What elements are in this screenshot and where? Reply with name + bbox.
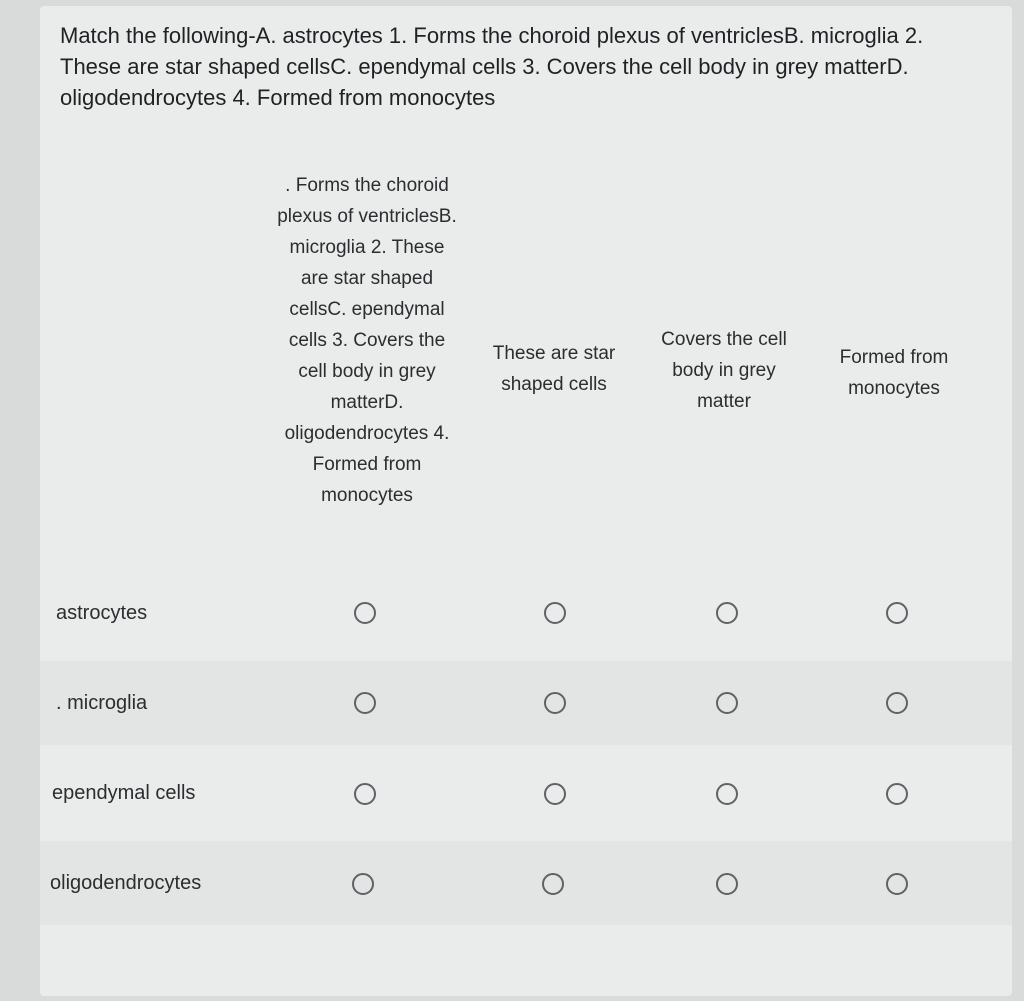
question-card	[40, 6, 1012, 996]
column-header-2: These are star shaped cells	[492, 343, 616, 395]
column-header-3: Covers the cell body in grey matter	[661, 329, 787, 412]
grid-row-astrocytes	[40, 571, 1012, 655]
radio-oligodendrocytes-col2[interactable]	[542, 873, 564, 895]
grid-row-microglia	[40, 661, 1012, 745]
radio-oligodendrocytes-col1[interactable]	[352, 873, 374, 895]
radio-microglia-col3[interactable]	[716, 692, 738, 714]
row-label-microglia: . microglia	[56, 692, 148, 714]
radio-ependymal-col3[interactable]	[716, 783, 738, 805]
row-label-oligodendrocytes: oligodendrocytes	[50, 872, 202, 894]
column-header-4: Formed from monocytes	[839, 347, 949, 399]
radio-ependymal-col1[interactable]	[354, 783, 376, 805]
row-label-ependymal: ependymal cells	[52, 782, 196, 804]
question-text: Match the following-A. astrocytes 1. Forms the choroid plexus of ventriclesB. microglia 2. These are star shaped cellsC. ependymal cells 3. Covers the cell body in grey matterD. oligodendrocytes 4. Formed from monocytes	[60, 23, 924, 110]
radio-astrocytes-col2[interactable]	[544, 602, 566, 624]
radio-astrocytes-col4[interactable]	[886, 602, 908, 624]
radio-microglia-col4[interactable]	[886, 692, 908, 714]
radio-oligodendrocytes-col3[interactable]	[716, 873, 738, 895]
radio-oligodendrocytes-col4[interactable]	[886, 873, 908, 895]
column-header-1: . Forms the choroid plexus of ventriclesB. microglia 2. These are star shaped cellsC. ependymal cells 3. Covers the cell body in grey matterD. oligodendrocytes 4. Formed from monocytes	[277, 175, 457, 506]
radio-astrocytes-col3[interactable]	[716, 602, 738, 624]
radio-microglia-col2[interactable]	[544, 692, 566, 714]
row-label-astrocytes: astrocytes	[56, 602, 148, 624]
radio-microglia-col1[interactable]	[354, 692, 376, 714]
radio-ependymal-col2[interactable]	[544, 783, 566, 805]
radio-ependymal-col4[interactable]	[886, 783, 908, 805]
radio-astrocytes-col1[interactable]	[354, 602, 376, 624]
